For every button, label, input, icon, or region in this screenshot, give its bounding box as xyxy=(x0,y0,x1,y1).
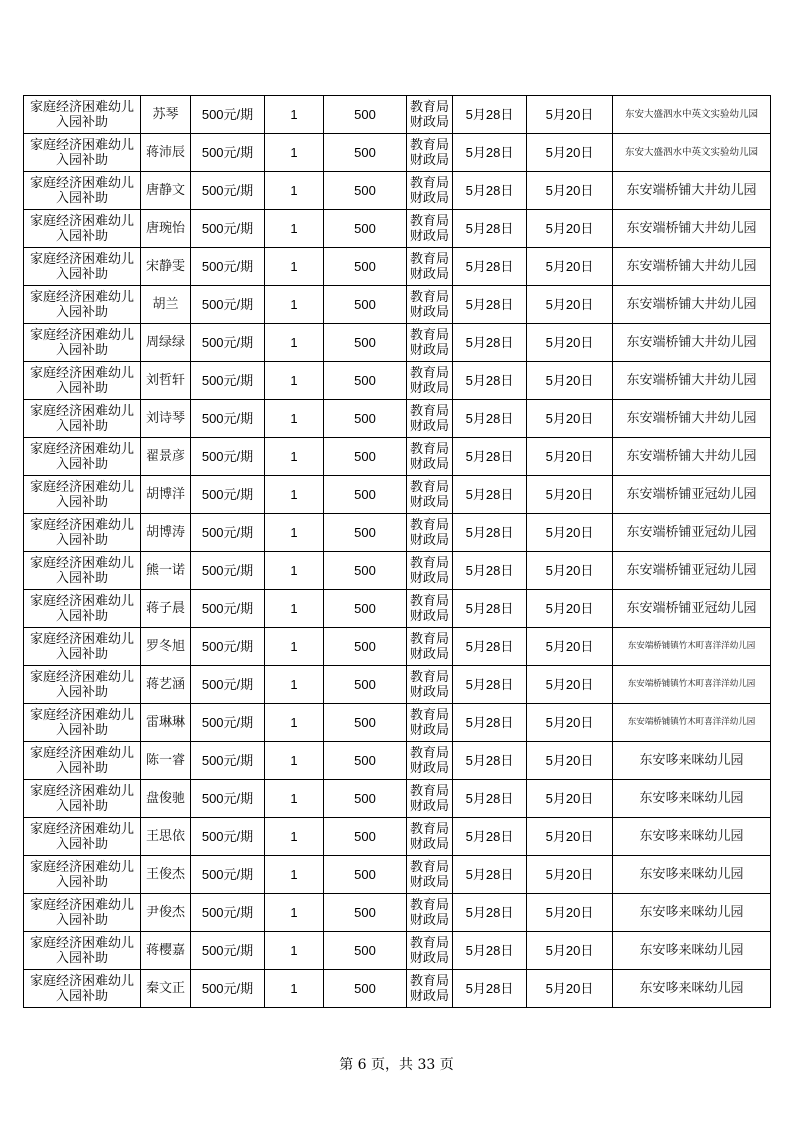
count-cell: 1 xyxy=(265,172,324,210)
department-cell: 教育局财政局 xyxy=(407,324,453,362)
standard-cell: 500元/期 xyxy=(191,286,265,324)
table-row xyxy=(24,894,771,932)
school-cell: 东安端桥铺大井幼儿园 xyxy=(613,286,771,324)
name-cell: 胡博洋 xyxy=(141,476,191,514)
department-cell: 教育局财政局 xyxy=(407,210,453,248)
school-cell: 东安哆来咪幼儿园 xyxy=(613,742,771,780)
count-cell: 1 xyxy=(265,476,324,514)
date-cell: 5月20日 xyxy=(527,514,613,552)
standard-cell: 500元/期 xyxy=(191,552,265,590)
standard-cell: 500元/期 xyxy=(191,704,265,742)
date-cell: 5月28日 xyxy=(453,134,527,172)
date-cell: 5月20日 xyxy=(527,210,613,248)
table-row xyxy=(24,476,771,514)
count-cell: 1 xyxy=(265,856,324,894)
item-cell: 家庭经济困难幼儿入园补助 xyxy=(24,666,141,704)
standard-cell: 500元/期 xyxy=(191,400,265,438)
school-cell: 东安大盛泗水中英文实验幼儿园 xyxy=(613,134,771,172)
date-cell: 5月20日 xyxy=(527,286,613,324)
department-cell: 教育局财政局 xyxy=(407,172,453,210)
item-cell: 家庭经济困难幼儿入园补助 xyxy=(24,970,141,1008)
name-cell: 盘俊驰 xyxy=(141,780,191,818)
department-cell: 教育局财政局 xyxy=(407,894,453,932)
table-body xyxy=(24,96,771,1008)
name-cell: 王俊杰 xyxy=(141,856,191,894)
item-cell: 家庭经济困难幼儿入园补助 xyxy=(24,628,141,666)
date-cell: 5月20日 xyxy=(527,704,613,742)
school-cell: 东安哆来咪幼儿园 xyxy=(613,780,771,818)
amount-cell: 500 xyxy=(324,514,407,552)
name-cell: 苏琴 xyxy=(141,96,191,134)
school-cell: 东安端桥铺亚冠幼儿园 xyxy=(613,476,771,514)
item-cell: 家庭经济困难幼儿入园补助 xyxy=(24,476,141,514)
count-cell: 1 xyxy=(265,514,324,552)
table-row xyxy=(24,210,771,248)
table-row xyxy=(24,96,771,134)
date-cell: 5月20日 xyxy=(527,856,613,894)
item-cell: 家庭经济困难幼儿入园补助 xyxy=(24,438,141,476)
date-cell: 5月28日 xyxy=(453,666,527,704)
date-cell: 5月28日 xyxy=(453,248,527,286)
school-cell: 东安哆来咪幼儿园 xyxy=(613,894,771,932)
date-cell: 5月28日 xyxy=(453,856,527,894)
standard-cell: 500元/期 xyxy=(191,970,265,1008)
school-cell: 东安哆来咪幼儿园 xyxy=(613,932,771,970)
date-cell: 5月20日 xyxy=(527,590,613,628)
name-cell: 唐琬怡 xyxy=(141,210,191,248)
standard-cell: 500元/期 xyxy=(191,172,265,210)
date-cell: 5月28日 xyxy=(453,438,527,476)
school-cell: 东安端桥铺大井幼儿园 xyxy=(613,248,771,286)
item-cell: 家庭经济困难幼儿入园补助 xyxy=(24,514,141,552)
standard-cell: 500元/期 xyxy=(191,514,265,552)
name-cell: 熊一诺 xyxy=(141,552,191,590)
item-cell: 家庭经济困难幼儿入园补助 xyxy=(24,856,141,894)
department-cell: 教育局财政局 xyxy=(407,780,453,818)
table-row xyxy=(24,818,771,856)
amount-cell: 500 xyxy=(324,628,407,666)
count-cell: 1 xyxy=(265,628,324,666)
amount-cell: 500 xyxy=(324,552,407,590)
department-cell: 教育局财政局 xyxy=(407,362,453,400)
date-cell: 5月28日 xyxy=(453,628,527,666)
department-cell: 教育局财政局 xyxy=(407,552,453,590)
count-cell: 1 xyxy=(265,818,324,856)
count-cell: 1 xyxy=(265,666,324,704)
standard-cell: 500元/期 xyxy=(191,134,265,172)
name-cell: 蒋子晨 xyxy=(141,590,191,628)
school-cell: 东安端桥铺亚冠幼儿园 xyxy=(613,514,771,552)
item-cell: 家庭经济困难幼儿入园补助 xyxy=(24,932,141,970)
date-cell: 5月28日 xyxy=(453,894,527,932)
table-row xyxy=(24,742,771,780)
table-row xyxy=(24,400,771,438)
department-cell: 教育局财政局 xyxy=(407,286,453,324)
name-cell: 翟景彦 xyxy=(141,438,191,476)
table-row xyxy=(24,134,771,172)
table-row xyxy=(24,362,771,400)
date-cell: 5月28日 xyxy=(453,780,527,818)
department-cell: 教育局财政局 xyxy=(407,932,453,970)
school-cell: 东安哆来咪幼儿园 xyxy=(613,856,771,894)
table-row xyxy=(24,856,771,894)
school-cell: 东安端桥铺大井幼儿园 xyxy=(613,210,771,248)
table-row xyxy=(24,932,771,970)
page-footer: 第 6 页，共 33 页 xyxy=(339,1057,454,1073)
standard-cell: 500元/期 xyxy=(191,894,265,932)
department-cell: 教育局财政局 xyxy=(407,514,453,552)
amount-cell: 500 xyxy=(324,894,407,932)
date-cell: 5月20日 xyxy=(527,818,613,856)
date-cell: 5月28日 xyxy=(453,400,527,438)
name-cell: 秦文正 xyxy=(141,970,191,1008)
school-cell: 东安哆来咪幼儿园 xyxy=(613,970,771,1008)
table-row xyxy=(24,628,771,666)
date-cell: 5月28日 xyxy=(453,96,527,134)
date-cell: 5月20日 xyxy=(527,96,613,134)
date-cell: 5月20日 xyxy=(527,894,613,932)
standard-cell: 500元/期 xyxy=(191,362,265,400)
standard-cell: 500元/期 xyxy=(191,818,265,856)
school-cell: 东安端桥铺镇竹木町喜洋洋幼儿园 xyxy=(613,628,771,666)
date-cell: 5月28日 xyxy=(453,362,527,400)
department-cell: 教育局财政局 xyxy=(407,248,453,286)
amount-cell: 500 xyxy=(324,856,407,894)
name-cell: 唐静文 xyxy=(141,172,191,210)
date-cell: 5月20日 xyxy=(527,552,613,590)
name-cell: 蒋沛辰 xyxy=(141,134,191,172)
subsidy-table xyxy=(23,95,771,1008)
count-cell: 1 xyxy=(265,362,324,400)
table-row xyxy=(24,704,771,742)
standard-cell: 500元/期 xyxy=(191,856,265,894)
table-row xyxy=(24,514,771,552)
name-cell: 王思依 xyxy=(141,818,191,856)
standard-cell: 500元/期 xyxy=(191,96,265,134)
amount-cell: 500 xyxy=(324,400,407,438)
standard-cell: 500元/期 xyxy=(191,590,265,628)
count-cell: 1 xyxy=(265,780,324,818)
date-cell: 5月28日 xyxy=(453,514,527,552)
school-cell: 东安端桥铺大井幼儿园 xyxy=(613,438,771,476)
date-cell: 5月20日 xyxy=(527,248,613,286)
standard-cell: 500元/期 xyxy=(191,666,265,704)
item-cell: 家庭经济困难幼儿入园补助 xyxy=(24,248,141,286)
date-cell: 5月28日 xyxy=(453,324,527,362)
name-cell: 蒋樱嘉 xyxy=(141,932,191,970)
department-cell: 教育局财政局 xyxy=(407,742,453,780)
department-cell: 教育局财政局 xyxy=(407,400,453,438)
count-cell: 1 xyxy=(265,210,324,248)
standard-cell: 500元/期 xyxy=(191,438,265,476)
amount-cell: 500 xyxy=(324,286,407,324)
table-row xyxy=(24,590,771,628)
standard-cell: 500元/期 xyxy=(191,932,265,970)
count-cell: 1 xyxy=(265,134,324,172)
amount-cell: 500 xyxy=(324,134,407,172)
item-cell: 家庭经济困难幼儿入园补助 xyxy=(24,590,141,628)
name-cell: 宋静雯 xyxy=(141,248,191,286)
school-cell: 东安端桥铺镇竹木町喜洋洋幼儿园 xyxy=(613,666,771,704)
amount-cell: 500 xyxy=(324,476,407,514)
date-cell: 5月28日 xyxy=(453,286,527,324)
date-cell: 5月28日 xyxy=(453,210,527,248)
department-cell: 教育局财政局 xyxy=(407,476,453,514)
date-cell: 5月20日 xyxy=(527,324,613,362)
standard-cell: 500元/期 xyxy=(191,742,265,780)
department-cell: 教育局财政局 xyxy=(407,704,453,742)
amount-cell: 500 xyxy=(324,780,407,818)
item-cell: 家庭经济困难幼儿入园补助 xyxy=(24,552,141,590)
department-cell: 教育局财政局 xyxy=(407,590,453,628)
date-cell: 5月20日 xyxy=(527,780,613,818)
item-cell: 家庭经济困难幼儿入园补助 xyxy=(24,210,141,248)
department-cell: 教育局财政局 xyxy=(407,818,453,856)
table-row xyxy=(24,438,771,476)
department-cell: 教育局财政局 xyxy=(407,970,453,1008)
date-cell: 5月20日 xyxy=(527,970,613,1008)
amount-cell: 500 xyxy=(324,210,407,248)
item-cell: 家庭经济困难幼儿入园补助 xyxy=(24,362,141,400)
date-cell: 5月20日 xyxy=(527,134,613,172)
standard-cell: 500元/期 xyxy=(191,248,265,286)
count-cell: 1 xyxy=(265,742,324,780)
item-cell: 家庭经济困难幼儿入园补助 xyxy=(24,894,141,932)
date-cell: 5月28日 xyxy=(453,970,527,1008)
standard-cell: 500元/期 xyxy=(191,628,265,666)
amount-cell: 500 xyxy=(324,742,407,780)
count-cell: 1 xyxy=(265,96,324,134)
department-cell: 教育局财政局 xyxy=(407,628,453,666)
standard-cell: 500元/期 xyxy=(191,210,265,248)
department-cell: 教育局财政局 xyxy=(407,856,453,894)
date-cell: 5月20日 xyxy=(527,628,613,666)
standard-cell: 500元/期 xyxy=(191,780,265,818)
item-cell: 家庭经济困难幼儿入园补助 xyxy=(24,742,141,780)
school-cell: 东安端桥铺大井幼儿园 xyxy=(613,400,771,438)
date-cell: 5月28日 xyxy=(453,932,527,970)
table-row xyxy=(24,324,771,362)
school-cell: 东安端桥铺亚冠幼儿园 xyxy=(613,552,771,590)
table-row xyxy=(24,970,771,1008)
count-cell: 1 xyxy=(265,894,324,932)
table-row xyxy=(24,552,771,590)
count-cell: 1 xyxy=(265,324,324,362)
count-cell: 1 xyxy=(265,286,324,324)
name-cell: 刘哲轩 xyxy=(141,362,191,400)
date-cell: 5月28日 xyxy=(453,552,527,590)
date-cell: 5月28日 xyxy=(453,818,527,856)
item-cell: 家庭经济困难幼儿入园补助 xyxy=(24,324,141,362)
item-cell: 家庭经济困难幼儿入园补助 xyxy=(24,286,141,324)
name-cell: 蒋艺涵 xyxy=(141,666,191,704)
date-cell: 5月20日 xyxy=(527,742,613,780)
date-cell: 5月28日 xyxy=(453,172,527,210)
item-cell: 家庭经济困难幼儿入园补助 xyxy=(24,818,141,856)
name-cell: 胡兰 xyxy=(141,286,191,324)
department-cell: 教育局财政局 xyxy=(407,134,453,172)
amount-cell: 500 xyxy=(324,248,407,286)
date-cell: 5月28日 xyxy=(453,742,527,780)
table-row xyxy=(24,172,771,210)
amount-cell: 500 xyxy=(324,362,407,400)
school-cell: 东安端桥铺镇竹木町喜洋洋幼儿园 xyxy=(613,704,771,742)
standard-cell: 500元/期 xyxy=(191,324,265,362)
table-row xyxy=(24,780,771,818)
department-cell: 教育局财政局 xyxy=(407,96,453,134)
name-cell: 周绿绿 xyxy=(141,324,191,362)
item-cell: 家庭经济困难幼儿入园补助 xyxy=(24,704,141,742)
count-cell: 1 xyxy=(265,400,324,438)
amount-cell: 500 xyxy=(324,932,407,970)
table-row xyxy=(24,248,771,286)
count-cell: 1 xyxy=(265,438,324,476)
count-cell: 1 xyxy=(265,590,324,628)
table-row xyxy=(24,666,771,704)
name-cell: 罗冬旭 xyxy=(141,628,191,666)
school-cell: 东安端桥铺亚冠幼儿园 xyxy=(613,590,771,628)
date-cell: 5月20日 xyxy=(527,476,613,514)
item-cell: 家庭经济困难幼儿入园补助 xyxy=(24,400,141,438)
item-cell: 家庭经济困难幼儿入园补助 xyxy=(24,134,141,172)
name-cell: 尹俊杰 xyxy=(141,894,191,932)
item-cell: 家庭经济困难幼儿入园补助 xyxy=(24,780,141,818)
item-cell: 家庭经济困难幼儿入园补助 xyxy=(24,172,141,210)
school-cell: 东安端桥铺大井幼儿园 xyxy=(613,324,771,362)
school-cell: 东安端桥铺大井幼儿园 xyxy=(613,172,771,210)
amount-cell: 500 xyxy=(324,704,407,742)
name-cell: 雷琳琳 xyxy=(141,704,191,742)
count-cell: 1 xyxy=(265,552,324,590)
item-cell: 家庭经济困难幼儿入园补助 xyxy=(24,96,141,134)
name-cell: 胡博涛 xyxy=(141,514,191,552)
date-cell: 5月20日 xyxy=(527,362,613,400)
amount-cell: 500 xyxy=(324,438,407,476)
date-cell: 5月28日 xyxy=(453,590,527,628)
amount-cell: 500 xyxy=(324,590,407,628)
amount-cell: 500 xyxy=(324,666,407,704)
date-cell: 5月20日 xyxy=(527,666,613,704)
date-cell: 5月28日 xyxy=(453,476,527,514)
name-cell: 陈一睿 xyxy=(141,742,191,780)
amount-cell: 500 xyxy=(324,324,407,362)
department-cell: 教育局财政局 xyxy=(407,438,453,476)
count-cell: 1 xyxy=(265,704,324,742)
name-cell: 刘诗琴 xyxy=(141,400,191,438)
count-cell: 1 xyxy=(265,970,324,1008)
date-cell: 5月28日 xyxy=(453,704,527,742)
amount-cell: 500 xyxy=(324,96,407,134)
date-cell: 5月20日 xyxy=(527,932,613,970)
school-cell: 东安端桥铺大井幼儿园 xyxy=(613,362,771,400)
date-cell: 5月20日 xyxy=(527,400,613,438)
school-cell: 东安大盛泗水中英文实验幼儿园 xyxy=(613,96,771,134)
count-cell: 1 xyxy=(265,248,324,286)
amount-cell: 500 xyxy=(324,172,407,210)
date-cell: 5月20日 xyxy=(527,438,613,476)
school-cell: 东安哆来咪幼儿园 xyxy=(613,818,771,856)
date-cell: 5月20日 xyxy=(527,172,613,210)
amount-cell: 500 xyxy=(324,970,407,1008)
table-row xyxy=(24,286,771,324)
standard-cell: 500元/期 xyxy=(191,476,265,514)
amount-cell: 500 xyxy=(324,818,407,856)
department-cell: 教育局财政局 xyxy=(407,666,453,704)
count-cell: 1 xyxy=(265,932,324,970)
